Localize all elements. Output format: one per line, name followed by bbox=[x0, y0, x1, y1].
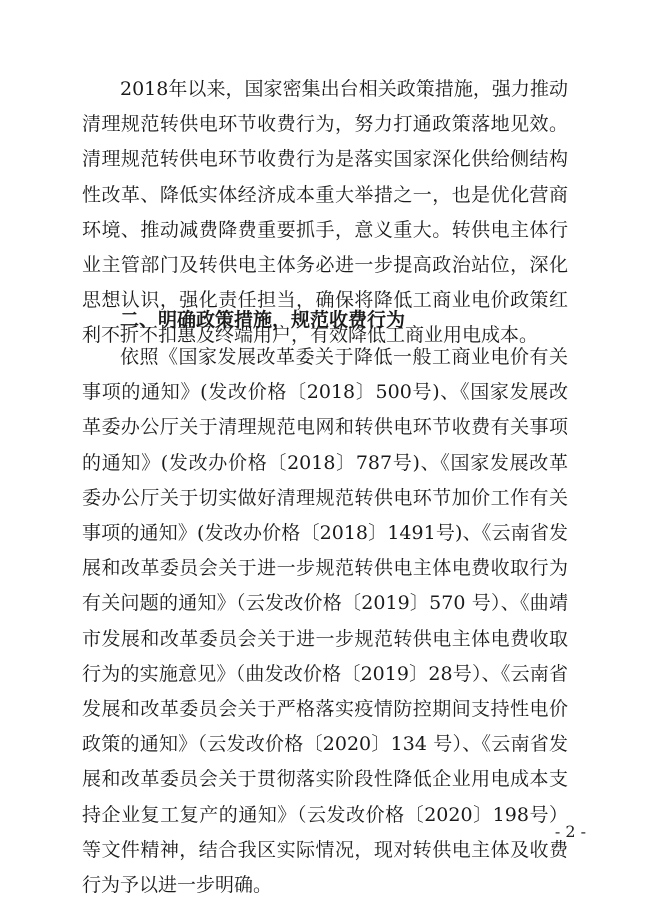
page-number: - 2 - bbox=[554, 822, 586, 841]
body-paragraph-2: 依照《国家发展改革委关于降低一般工商业电价有关事项的通知》(发改价格〔2018〕500号)、《国家发展改革委办公厅关于清理规范电网和转供电环节收费有关事项的通知》(发改办价格〔2018〕787号)、《国家发展改革委办公厅关于切实做好清理规范转供电环节加价工作有关事项的通知》(发改办价格〔2018〕1491号)、《云南省发展和改革委员会关于进一步规范转供电主体电费收取行为有关问题的通知》（云发改价格〔2019〕570 号）、《曲靖市发展和改革委员会关于进一步规范转供电主体电费收取行为的实施意见》（曲发改价格〔2019〕28号）、《云南省发展和改革委员会关于严格落实疫情防控期间支持性电价政策的通知》（云发改价格〔2020〕134 号）、《云南省发展和改革委员会关于贯彻落实阶段性降低企业用电成本支持企业复工复产的通知》（云发改价格〔2020〕198号）等文件精神，结合我区实际情况，现对转供电主体及收费行为予以进一步明确。 bbox=[82, 346, 568, 897]
section-heading-2: 二、明确政策措施，规范收费行为 bbox=[120, 309, 406, 331]
body-paragraph-1: 2018年以来，国家密集出台相关政策措施，强力推动清理规范转供电环节收费行为，努力打通政策落地见效。清理规范转供电环节收费行为是落实国家深化供给侧结构性改革、降低实体经济成本重大举措之一，也是优化营商环境、推动减费降费重要抓手，意义重大。转供电主体行业主管部门及转供电主体务必进一步提高政治站位，深化思想认识，强化责任担当，确保将降低工商业电价政策红利不折不扣惠及终端用户，有效降低工商业用电成本。 bbox=[82, 78, 568, 347]
